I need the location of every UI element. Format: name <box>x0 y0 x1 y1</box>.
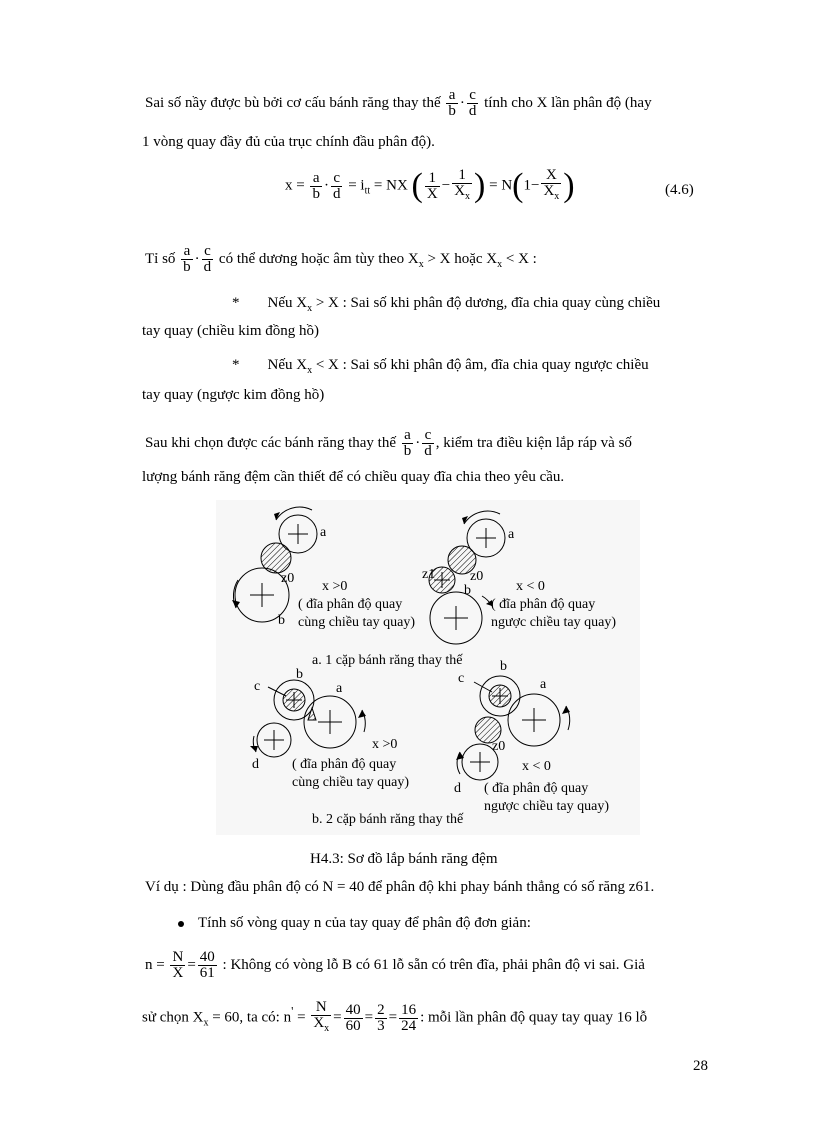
label-z0-b2: z0 <box>492 739 506 754</box>
example-line: Ví dụ : Dùng đầu phân độ có N = 40 để phân độ khi phay bánh thẳng có số răng z61. <box>145 879 655 895</box>
label-opp1-a: ( đĩa phân độ quay <box>491 597 596 612</box>
label-c-b2: c <box>458 671 465 686</box>
paragraph-intro-line2: 1 vòng quay đầy đủ của trục chính đầu phân độ). <box>142 134 435 150</box>
label-opp2-b: ngược chiều tay quay) <box>484 799 610 814</box>
label-a-b2: a <box>540 677 547 692</box>
caption-a: a. 1 cặp bánh răng thay thế <box>312 653 463 668</box>
label-same2-a: cùng chiều tay quay) <box>298 615 416 630</box>
intro-text: Sai số nầy được bù bởi cơ cấu bánh răng thay thế <box>145 94 441 111</box>
label-x-pos-b: x >0 <box>372 737 398 752</box>
label-a1: a <box>320 525 327 540</box>
caption-b: b. 2 cặp bánh răng thay thế <box>312 812 464 827</box>
label-same1-a: ( đĩa phân độ quay <box>298 597 403 612</box>
paragraph-gears-cont: lượng bánh răng đệm cần thiết để có chiều quay đĩa chia theo yêu cầu. <box>142 469 565 485</box>
bullet-icon <box>178 921 184 927</box>
label-z1-a2: z1 <box>422 567 436 582</box>
figure-title: H4.3: Sơ đồ lắp bánh răng đệm <box>310 851 498 867</box>
label-b-b1: b <box>296 667 303 682</box>
label-x-neg-a: x < 0 <box>516 579 545 594</box>
gear-diagram-figure <box>216 500 640 835</box>
paragraph-intro: Sai số nầy được bù bởi cơ cấu bánh răng thay thế $\frac{a}{b}$ · $\frac{c}{d}$ tính cho X lần phân độ (hay <box>145 87 652 119</box>
fraction-a-b: $\frac{a}{b}$ <box>448 87 456 119</box>
n-prime-equation: sử chọn $X_x = 60$, ta có: n' = $\frac{N}{X_x}$ = $\frac{40}{60}$ = $\frac{2}{3}$ = $\frac{16}{24}$ : mỗi lần phân độ quay tay quay 16 lỗ <box>142 999 648 1034</box>
intro-after: tính cho X lần phân độ (hay <box>484 94 652 111</box>
label-opp2-a: ngược chiều tay quay) <box>491 615 617 630</box>
label-c-b1: c <box>254 679 261 694</box>
label-d-b1: d <box>252 757 259 772</box>
paragraph-gears: Sau khi chọn được các bánh răng thay thế $\frac{a}{b}$ · $\frac{c}{d}$ , kiểm tra điều kiện lắp ráp và số <box>145 427 632 459</box>
label-b-b2: b <box>500 659 507 674</box>
equation-4-6: x = $\frac{a}{b}$ · $\frac{c}{d}$ = $i_{tt}$ = NX ( $\frac{1}{X}$ − $\frac{1}{X_x}$ ) = N(1− $\frac{X}{X_x}$ ) <box>285 167 575 204</box>
label-x-neg-b: x < 0 <box>522 759 551 774</box>
label-same2-b: cùng chiều tay quay) <box>292 775 410 790</box>
label-same1-b: ( đĩa phân độ quay <box>292 757 397 772</box>
label-opp1-b: ( đĩa phân độ quay <box>484 781 589 796</box>
condition-positive-cont: tay quay (chiều kim đồng hồ) <box>142 323 320 339</box>
label-x-pos-a: x >0 <box>322 579 348 594</box>
label-a-b1: a <box>336 681 343 696</box>
n-equation: n = $\frac{N}{X}$ = $\frac{40}{61}$ : Không có vòng lỗ B có 61 lỗ sẵn có trên đĩa, phải phân độ vi sai. Giả <box>145 949 645 981</box>
panel-b2-diagram <box>456 676 570 780</box>
fraction-c-d: $\frac{c}{d}$ <box>468 87 477 119</box>
ratio-line: Tỉ số $\frac{a}{b}$ · $\frac{c}{d}$ có thể dương hoặc âm tùy theo $X_x > X$ hoặc $X_x < X$ : <box>145 243 537 275</box>
label-z0-a2: z0 <box>470 569 484 584</box>
label-b-a2: b <box>464 583 471 598</box>
page-number: 28 <box>693 1058 708 1074</box>
equation-label: (4.6) <box>665 182 694 198</box>
panel-b1-diagram <box>250 680 366 757</box>
condition-negative: * Nếu $X_x < X$ : Sai số khi phân độ âm, đĩa chia quay ngược chiều <box>232 357 649 376</box>
condition-positive: * Nếu $X_x > X$ : Sai số khi phân độ dương, đĩa chia quay cùng chiều <box>232 295 661 314</box>
condition-negative-cont: tay quay (ngược kim đồng hồ) <box>142 387 325 403</box>
label-a2: a <box>508 527 515 542</box>
example-bullet: Tính số vòng quay n của tay quay để phân độ đơn giản: <box>178 914 531 932</box>
label-d-b2: d <box>454 781 461 796</box>
gear-diagram-svg <box>216 500 640 835</box>
label-z0-a1: z0 <box>281 571 295 586</box>
label-b-a1: b <box>278 613 285 628</box>
